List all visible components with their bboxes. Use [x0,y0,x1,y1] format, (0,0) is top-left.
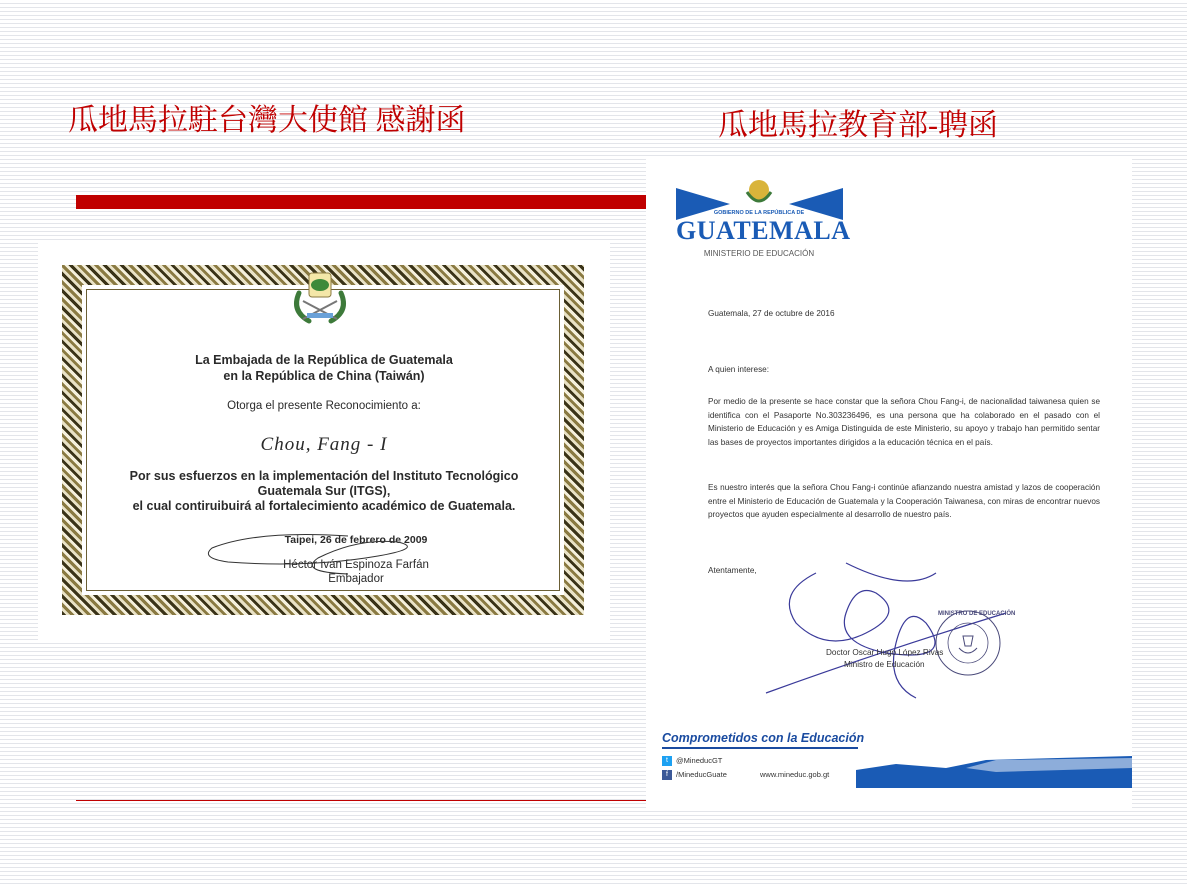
certificate-reason-1: Por sus esfuerzos en la implementación del Instituto Tecnológico [129,469,519,483]
letter-body-paragraph-2: Es nuestro interés que la señora Chou Fang-i continúe afianzando nuestra amistad y lazos de cooperación entre el Ministerio de Educación de Guatemala y la Cooperación Taiwanesa, con miras de encontrar nuevos proyectos que ayuden especialmente al desarrollo de nuestro país. [708,483,1100,519]
ambassador-signature [198,528,428,580]
slide-title-right: 瓜地馬拉教育部-聘函 [718,109,998,142]
embassy-certificate [38,241,610,641]
letter-closing: Atentamente, [708,566,757,575]
twitter-icon: t [662,756,672,766]
letter-signer-role: Ministro de Educación [844,660,925,669]
letter-date: Guatemala, 27 de octubre de 2016 [708,309,835,318]
certificate-reason-3: el cual contiruibuirá al fortalecimiento académico de Guatemala. [132,499,516,513]
certificate-date: Taipei, 26 de febrero de 2009 [284,534,428,546]
ministry-letter [646,158,1132,809]
certificate-line-3: Otorga el presente Reconocimiento a: [227,400,421,412]
accent-bar [76,195,651,209]
facebook-icon: f [662,770,672,780]
certificate-signer: Héctor Iván Espinoza Farfán [283,559,429,571]
stamp-text: MINISTRO DE EDUCACIÓN [938,611,1016,617]
slogan-underline [662,747,858,749]
letter-salutation: A quien interese: [708,365,769,374]
footer-twitter-handle: @MineducGT [676,756,723,765]
slide-title-left: 瓜地馬拉駐台灣大使館 感謝函 [68,104,466,137]
logo-main-text: GUATEMALA [676,216,851,245]
letter-body-paragraph-1: Por medio de la presente se hace constar que la señora Chou Fang-i, de nacionalidad taiwanesa quien se identifica con el Pasaporte No.303236496, es una persona que ha colaborado en el pasado con el Ministerio de Educación y es Amiga Distinguida de este Ministerio, su apoyo y trabajo han permitido sentar las bases de proyectos importantes dirigidos a la educación técnica en el país. [708,397,1100,447]
footer-website: www.mineduc.gob.gt [760,770,830,779]
certificate-reason-2: Guatemala Sur (ITGS), [257,484,391,498]
footer-facebook-handle: /MineducGuate [676,770,727,779]
certificate-line-2: en la República de China (Taiwán) [223,369,425,383]
recipient-name: Chou, Fang - I [260,434,388,455]
footer-slogan: Comprometidos con la Educación [662,731,865,745]
letter-signer: Doctor Oscar Hugo López Rivas [826,648,944,657]
bottom-divider [76,800,648,801]
logo-top-text: GOBIERNO DE LA REPÚBLICA DE [713,210,805,216]
logo-ministry-text: MINISTERIO DE EDUCACIÓN [703,249,815,258]
footer-blue-band [856,754,1132,788]
guatemala-coat-of-arms-icon [285,263,355,327]
certificate-signer-role: Embajador [328,573,384,585]
certificate-line-1: La Embajada de la República de Guatemala [195,353,453,367]
ministry-stamp-seal [933,608,1003,678]
